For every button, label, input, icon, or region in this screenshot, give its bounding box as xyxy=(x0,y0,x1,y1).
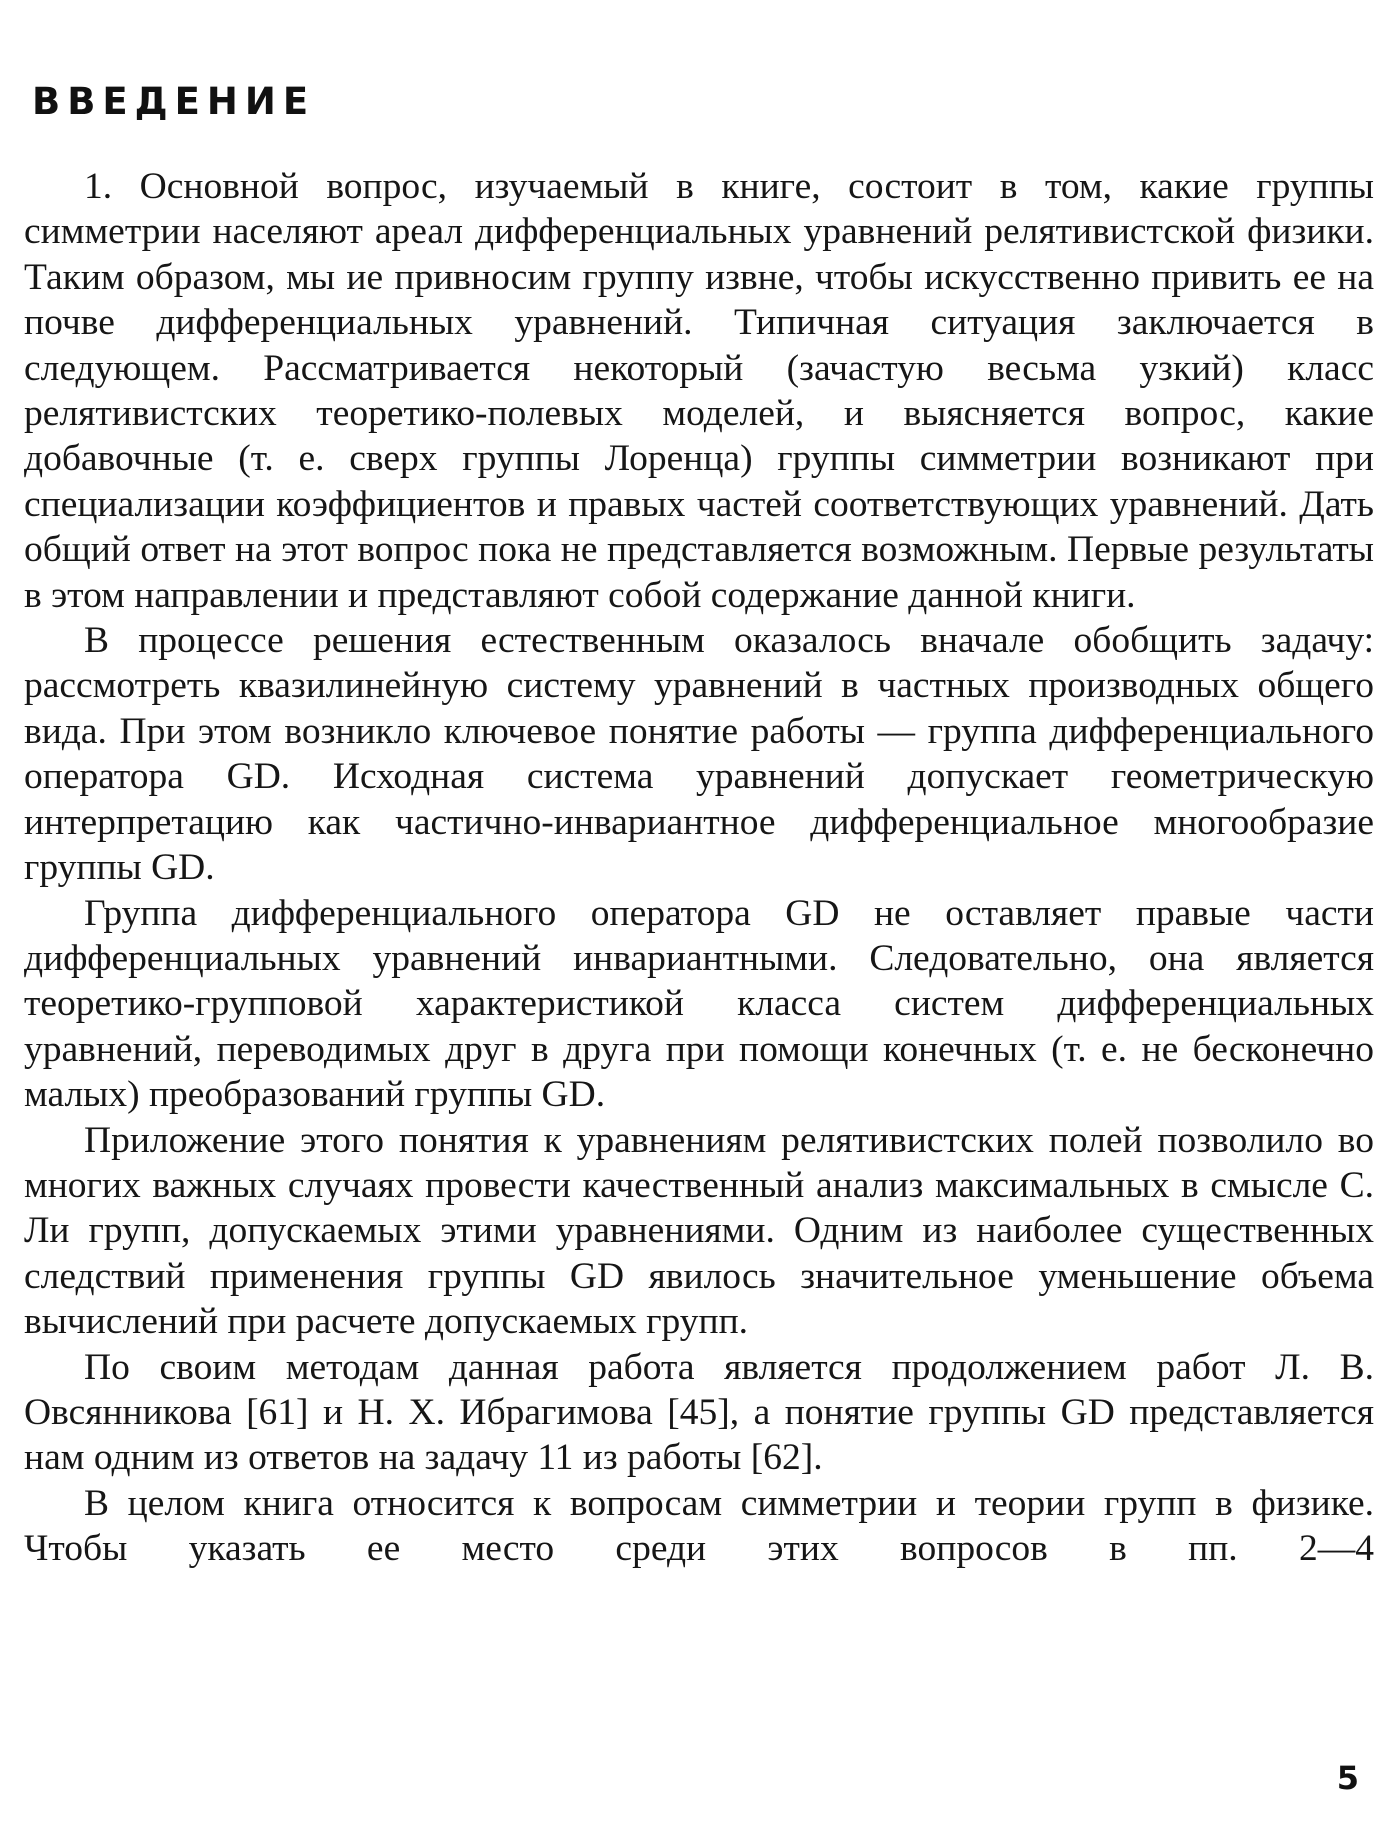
paragraph-6: В целом книга относится к вопросам симметрии и теории групп в физике. Чтобы указать ее место среди этих вопросов в пп. 2—4 xyxy=(24,1482,1374,1570)
page-number: 5 xyxy=(1336,1759,1359,1797)
paragraph-5: По своим методам данная работа является продолжением работ Л. В. Овсянникова [61] и Н. Х. Ибрагимова [45], а понятие группы GD представляется нам одним из ответов на задачу 11 из работы [62]. xyxy=(24,1346,1374,1479)
paragraph-4: Приложение этого понятия к уравнениям релятивистских полей позволило во многих важных случаях провести качественный анализ максимальных в смысле С. Ли групп, допускаемых этими уравнениями. Одним из наиболее существенных следствий применения группы GD явилось значительное уменьшение объема вычислений при расчете допускаемых групп. xyxy=(24,1119,1374,1343)
paragraph-1: 1. Основной вопрос, изучаемый в книге, состоит в том, какие группы симметрии населяют ареал дифференциальных уравнений релятивистской физики. Таким образом, мы ие привносим группу извне, чтобы искусственно привить ее на почве дифференциальных уравнений. Типичная ситуация заключается в следующем. Рассматривается некоторый (зачастую весьма узкий) класс релятивистских теоретико-полевых моделей, и выясняется вопрос, какие добавочные (т. е. сверх группы Лоренца) группы симметрии возникают при специализации коэффициентов и правых частей соответствующих уравнений. Дать общий ответ на этот вопрос пока не представляется возможным. Первые результаты в этом направлении и представляют собой содержание данной книги. xyxy=(24,166,1374,616)
section-heading: ВВЕДЕНИЕ xyxy=(32,80,316,123)
paragraph-2: В процессе решения естественным оказалось вначале обобщить задачу: рассмотреть квазилинейную систему уравнений в частных производных общего вида. При этом возникло ключевое понятие работы — группа дифференциального оператора GD. Исходная система уравнений допускает геометрическую интерпретацию как частично-инвариантное дифференциальное многообразие группы GD. xyxy=(24,620,1374,889)
body-text xyxy=(24,164,1374,1572)
paragraph-3: Группа дифференциального оператора GD не оставляет правые части дифференциальных уравнений инвариантными. Следовательно, она является теоретико-групповой характеристикой класса систем дифференциальных уравнений, переводимых друг в друга при помощи конечных (т. е. не бесконечно малых) преобразований группы GD. xyxy=(24,892,1374,1116)
